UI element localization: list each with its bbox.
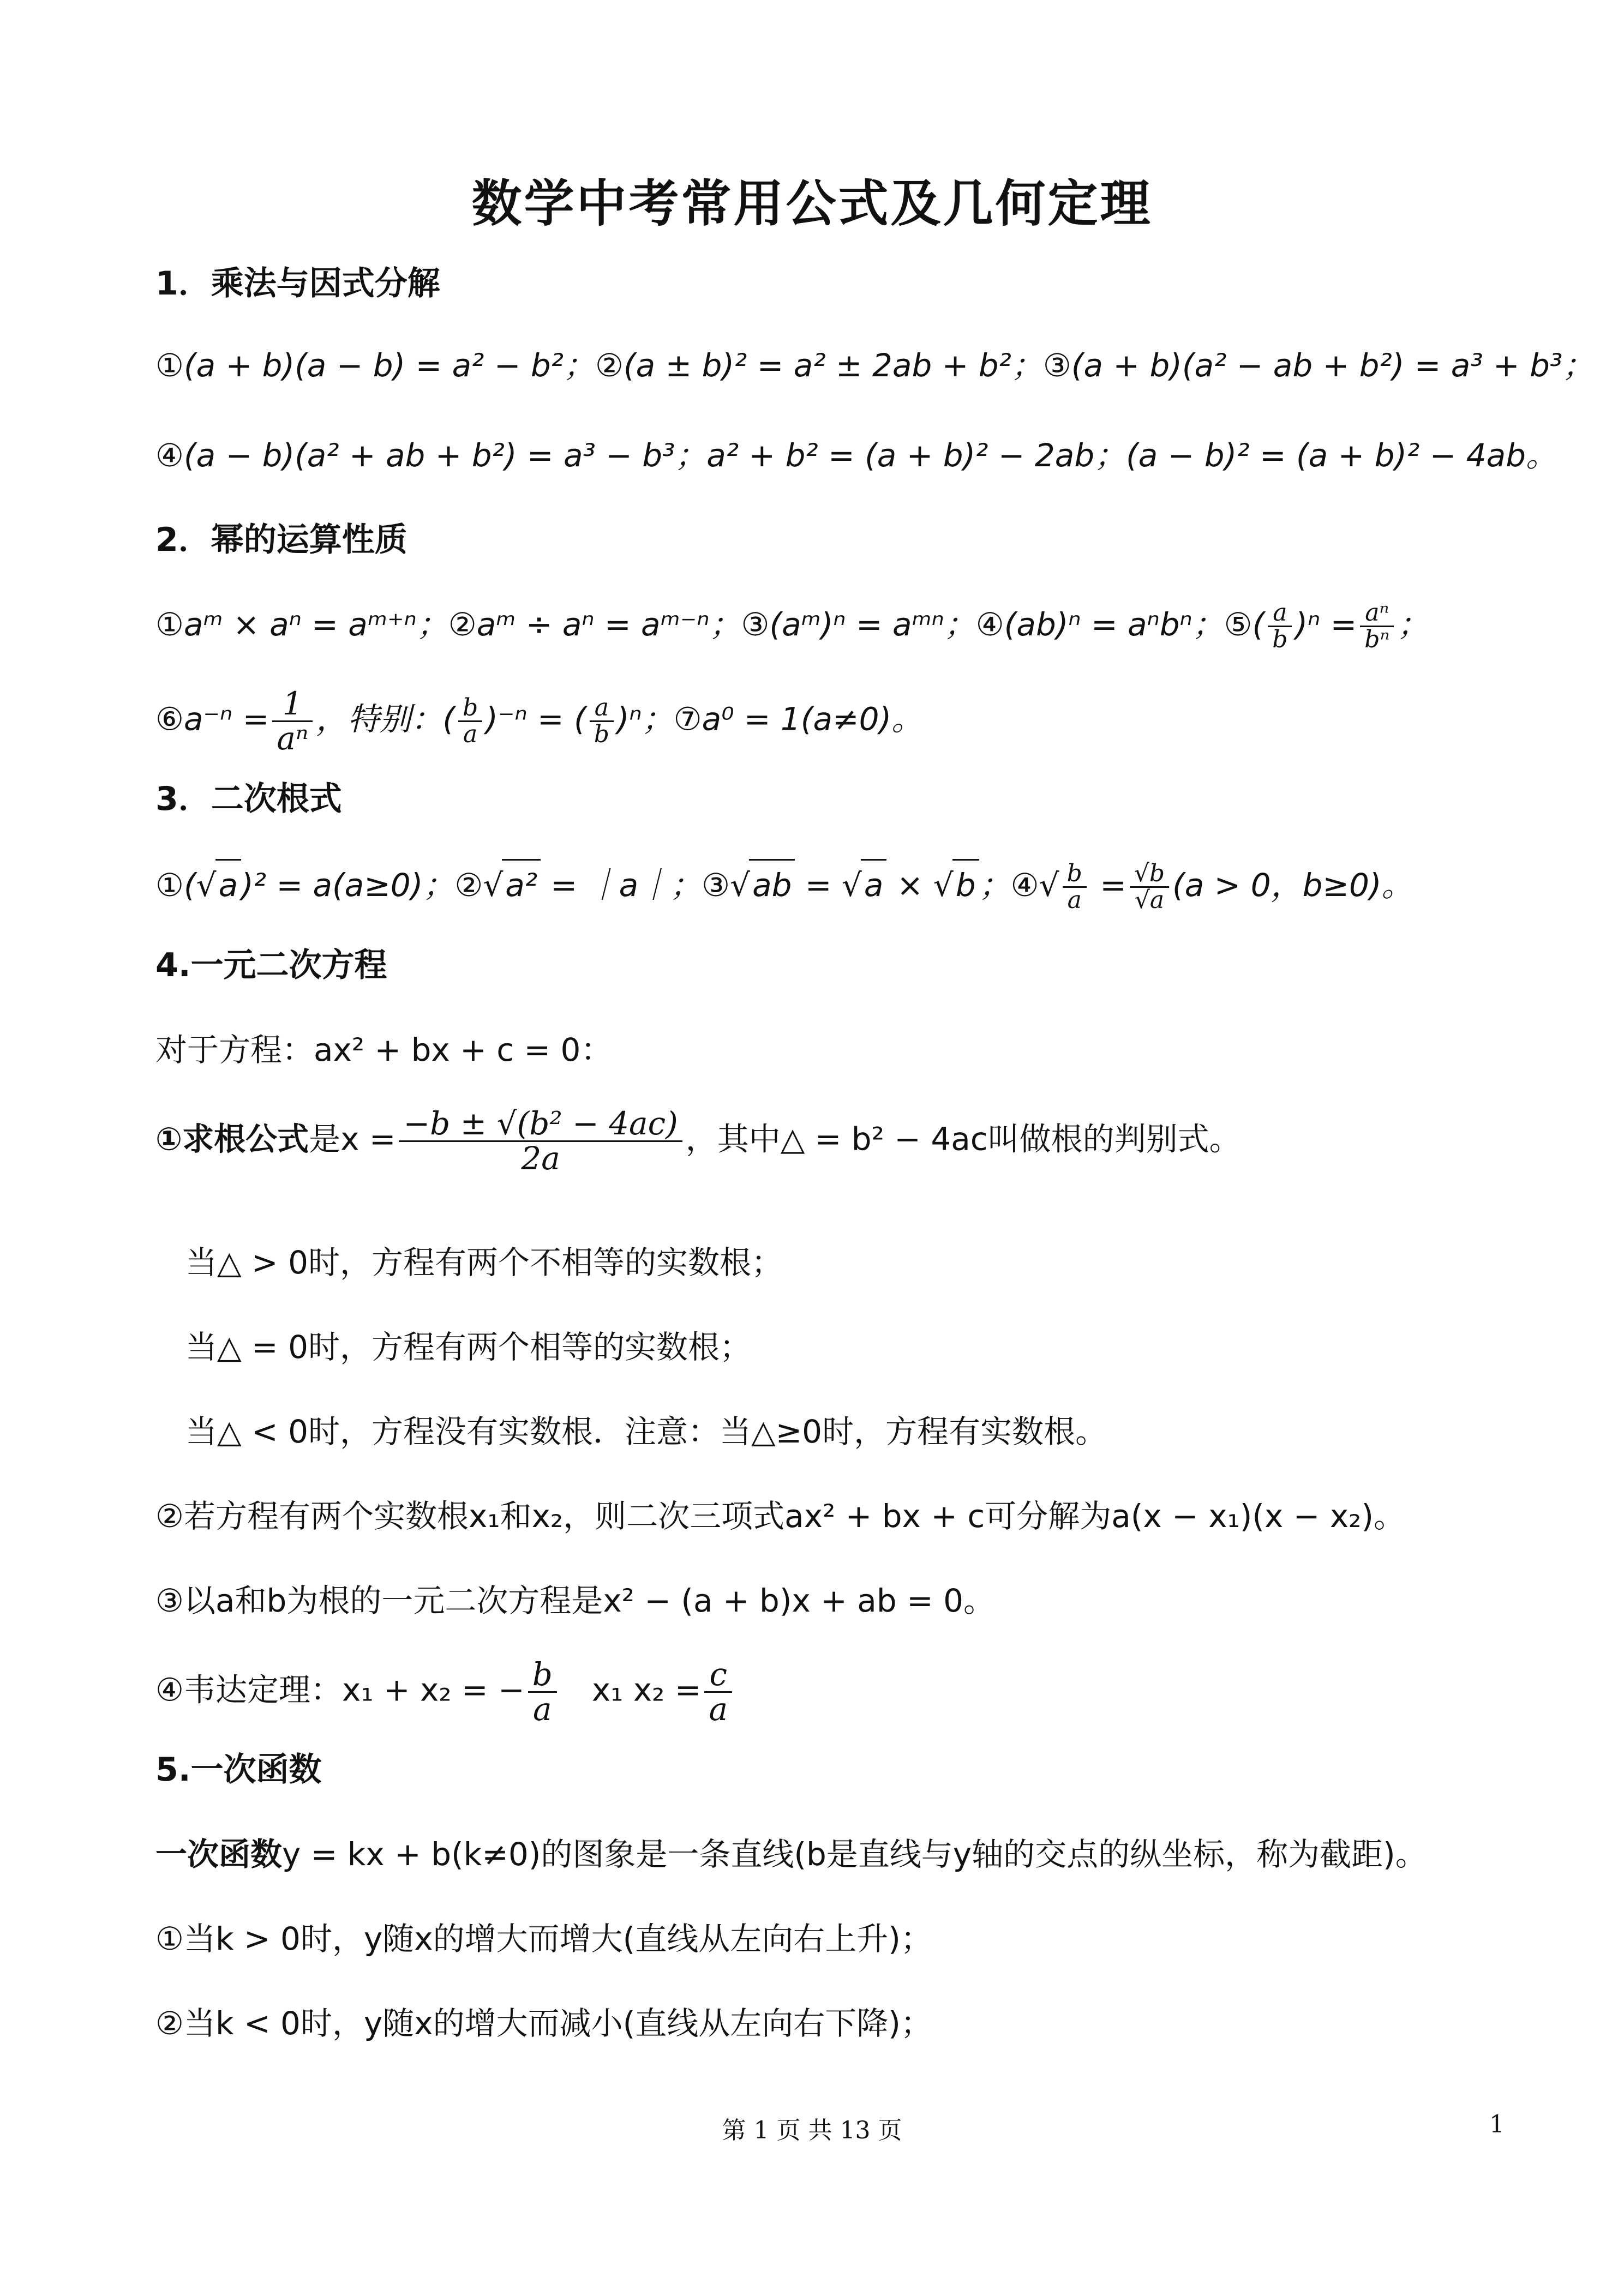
page-number: 1	[1489, 2111, 1505, 2138]
fraction-b-over-a-vieta	[528, 1658, 557, 1726]
s4-equation: 对于方程：ax² + bx + c = 0：	[155, 1031, 613, 1068]
s3-part-a: ①(√	[155, 867, 217, 904]
s2-l2-part-a: ⑥a⁻ⁿ =	[155, 700, 269, 738]
fraction-numerator: −b ± √(b² − 4ac)	[399, 1107, 682, 1142]
s4-vieta-part-b: x₁ x₂ =	[560, 1671, 702, 1709]
radicand: a	[861, 859, 887, 910]
fraction-a-over-b	[1268, 600, 1292, 652]
fraction-numerator: aⁿ	[1360, 600, 1394, 627]
s3-part-h: (a > 0，b≥0)。	[1172, 867, 1413, 904]
fraction-denominator: a	[709, 1690, 728, 1728]
fraction-c-over-a-vieta	[704, 1658, 732, 1726]
page-title: 数学中考常用公式及几何定理	[471, 175, 1153, 233]
s4-point-3: ③以a和b为根的一元二次方程是x² − (a + b)x + ab = 0。	[155, 1582, 996, 1619]
s4-case-1: 当△ > 0时，方程有两个不相等的实数根；	[185, 1244, 783, 1281]
quadratic-formula-fraction	[399, 1107, 682, 1175]
fraction-b-over-a-root	[1063, 861, 1087, 913]
fraction-a-over-b-2	[590, 695, 614, 747]
fraction-numerator: 1	[272, 687, 313, 722]
fraction-denominator: 2a	[521, 1139, 560, 1177]
fraction-numerator: a	[1268, 600, 1292, 627]
fraction-denominator: a	[1067, 886, 1082, 915]
section-4-heading: 4.一元二次方程	[155, 946, 387, 984]
fraction-denominator: b	[594, 720, 609, 748]
fraction-b-over-a	[458, 695, 482, 747]
page-footer: 第 1 页 共 13 页	[722, 2117, 902, 2144]
s3-formula-line-1	[155, 859, 1413, 913]
section-1-heading: 1．乘法与因式分解	[155, 265, 440, 303]
s5-definition	[155, 1830, 1427, 1879]
s4-point-4	[155, 1658, 735, 1726]
radicand: b	[952, 859, 979, 910]
fraction-1-over-an	[272, 687, 313, 755]
s2-l1-part-b: )ⁿ =	[1295, 606, 1357, 643]
s2-formula-line-1	[155, 600, 1429, 653]
fraction-numerator: b	[528, 1658, 557, 1693]
s4-formula-tail: ，其中△ = b² − 4ac叫做根的判别式。	[685, 1120, 1241, 1158]
fraction-an-over-bn	[1360, 600, 1394, 652]
fraction-denominator: a	[532, 1690, 552, 1728]
s2-l1-part-a: ①aᵐ × aⁿ = aᵐ⁺ⁿ；②aᵐ ÷ aⁿ = aᵐ⁻ⁿ；③(aᵐ)ⁿ = aᵐⁿ；④(ab)ⁿ = aⁿbⁿ；⑤(	[155, 606, 1265, 643]
s3-part-c: = ｜a｜；③√	[541, 867, 751, 904]
s3-part-d: = √	[795, 867, 862, 904]
s5-point-1: ①当k > 0时，y随x的增大而增大(直线从左向右上升)；	[155, 1920, 932, 1957]
s3-part-g: =	[1089, 867, 1126, 904]
s4-case-3: 当△ < 0时，方程没有实数根．注意：当△≥0时，方程有实数根。	[185, 1413, 1107, 1450]
fraction-denominator: bⁿ	[1364, 626, 1390, 654]
s1-formula-line-1: ①(a + b)(a − b) = a² − b²；②(a ± b)² = a² ± 2ab + b²；③(a + b)(a² − ab + b²) = a³ + b³；	[155, 347, 1595, 384]
s3-part-b: )² = a(a≥0)；②√	[241, 867, 504, 904]
radicand: a	[215, 859, 242, 910]
fraction-numerator: √b	[1130, 861, 1169, 888]
fraction-denominator: √a	[1134, 886, 1165, 915]
s2-l1-part-c: ；	[1397, 606, 1429, 643]
s5-point-2: ②当k < 0时，y随x的增大而减小(直线从左向右下降)；	[155, 2005, 932, 2042]
section-5-heading: 5.一次函数	[155, 1751, 322, 1789]
s2-l2-part-c: )⁻ⁿ = (	[486, 700, 586, 738]
radicand: ab	[749, 859, 795, 910]
s4-case-2: 当△ = 0时，方程有两个相等的实数根；	[185, 1329, 751, 1366]
s2-l2-part-d: )ⁿ；⑦a⁰ = 1(a≠0)。	[616, 700, 924, 738]
s4-quadratic-formula	[155, 1107, 1241, 1175]
fraction-rootb-over-roota	[1130, 861, 1169, 913]
fraction-denominator: b	[1272, 626, 1288, 654]
s4-formula-label: ①求根公式	[155, 1120, 309, 1158]
s2-formula-line-2	[155, 687, 923, 755]
fraction-denominator: a	[463, 720, 478, 748]
fraction-denominator: aⁿ	[277, 719, 309, 757]
fraction-numerator: b	[1063, 861, 1087, 888]
s5-definition-label: 一次函数	[155, 1836, 283, 1873]
s4-point-2: ②若方程有两个实数根x₁和x₂，则二次三项式ax² + bx + c可分解为a(x − x₁)(x − x₂)。	[155, 1498, 1406, 1535]
s5-definition-text: y = kx + b(k≠0)的图象是一条直线(b是直线与y轴的交点的纵坐标，称为截距)。	[282, 1836, 1427, 1873]
section-2-heading: 2．幂的运算性质	[155, 521, 408, 559]
s2-l2-part-b: ，特别：(	[316, 700, 456, 738]
fraction-numerator: a	[590, 695, 614, 722]
s4-vieta-part-a: ④韦达定理：x₁ + x₂ = −	[155, 1671, 525, 1709]
s3-part-f: ；④√	[979, 867, 1059, 904]
fraction-numerator: b	[458, 695, 482, 722]
s4-formula-is: 是x =	[309, 1120, 396, 1158]
fraction-numerator: c	[704, 1658, 732, 1693]
section-3-heading: 3．二次根式	[155, 780, 342, 818]
s3-part-e: × √	[886, 867, 954, 904]
radicand: a²	[502, 859, 541, 910]
s1-formula-line-2: ④(a − b)(a² + ab + b²) = a³ − b³；a² + b² = (a + b)² − 2ab；(a − b)² = (a + b)² − 4ab。	[155, 437, 1558, 474]
